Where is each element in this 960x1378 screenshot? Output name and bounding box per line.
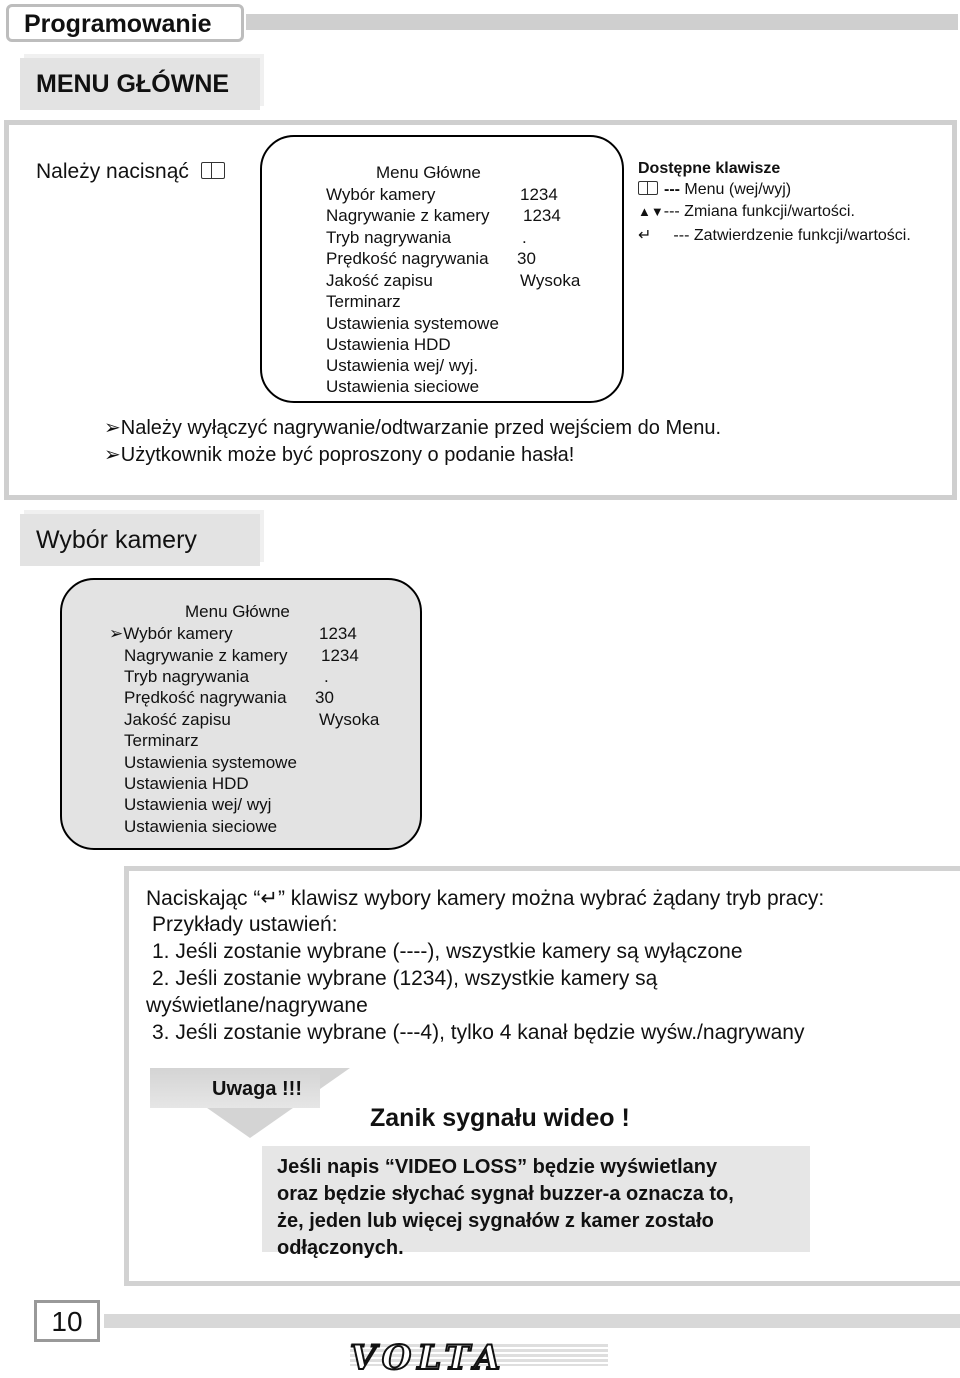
- enter-icon: ↵: [260, 887, 278, 910]
- intro-label: Należy nacisnąć: [36, 160, 189, 183]
- menu-item-value: 30: [315, 688, 334, 707]
- header-divider: [246, 14, 958, 30]
- key-dash: ---: [673, 227, 690, 244]
- book-icon: [638, 181, 658, 195]
- video-loss-text: [277, 1154, 734, 1262]
- menu-item-label[interactable]: Nagrywanie z kamery: [124, 646, 288, 665]
- menu-item-label[interactable]: Ustawienia systemowe: [326, 314, 499, 333]
- warning-title: Zanik sygnału wideo !: [370, 1104, 630, 1132]
- key-dash: ---: [663, 203, 680, 220]
- note-text: Użytkownik może być poproszony o podanie hasła!: [120, 444, 575, 466]
- explain-line-2: Przykłady ustawień:: [152, 913, 338, 936]
- explain-line-4: 2. Jeśli zostanie wybrane (1234), wszystkie kamery są: [152, 967, 658, 990]
- section-title-menu: MENU GŁÓWNE: [36, 70, 230, 98]
- menu-item-label[interactable]: Terminarz: [326, 292, 401, 311]
- menu-item-label[interactable]: Ustawienia sieciowe: [326, 377, 480, 396]
- key-desc: Menu (wej/wyj): [679, 181, 792, 198]
- key-row-menu: [638, 181, 791, 199]
- menu-item-label: Wybór kamery: [123, 624, 233, 643]
- menu-item-label[interactable]: Tryb nagrywania: [326, 228, 452, 247]
- menu-item-label[interactable]: Ustawienia wej/ wyj: [124, 795, 272, 814]
- menu-item-value: 1234: [523, 206, 561, 225]
- menu-item-label[interactable]: Ustawienia wej/ wyj.: [326, 356, 479, 375]
- menu-item-label[interactable]: Wybór kamery: [326, 185, 436, 204]
- menu-title: Menu Główne: [376, 163, 481, 182]
- menu-item-label[interactable]: Prędkość nagrywania: [124, 688, 287, 707]
- main-menu-box: [260, 135, 624, 403]
- menu-item-value: Wysoka: [319, 710, 380, 729]
- menu-item-value: 30: [517, 249, 536, 268]
- key-dash: ---: [664, 181, 680, 198]
- menu-item-value: .: [522, 228, 527, 247]
- menu-item-label[interactable]: Ustawienia systemowe: [124, 753, 297, 772]
- page-number: 10: [34, 1300, 100, 1342]
- key-desc: Zatwierdzenie funkcji/wartości.: [689, 227, 911, 244]
- explain-line-6: 3. Jeśli zostanie wybrane (---4), tylko 4 kanał będzie wyśw./nagrywany: [152, 1021, 805, 1044]
- enter-icon: ↵: [638, 227, 652, 244]
- menu-item-label[interactable]: Prędkość nagrywania: [326, 249, 489, 268]
- volta-logo: VOLTA: [350, 1338, 507, 1378]
- up-down-arrows-icon: ▲▼: [638, 204, 664, 219]
- menu-item-label[interactable]: Jakość zapisu: [124, 710, 231, 729]
- menu-item-label[interactable]: Ustawienia HDD: [326, 335, 451, 354]
- camera-menu-box: [60, 578, 422, 850]
- menu-item-value: 1234: [321, 646, 359, 665]
- key-row-enter: [638, 225, 911, 245]
- video-loss-line: odłączonych.: [277, 1237, 404, 1259]
- menu-item-label[interactable]: Ustawienia HDD: [124, 774, 249, 793]
- menu-item-label[interactable]: Ustawienia sieciowe: [124, 817, 278, 836]
- warning-label: Uwaga !!!: [212, 1078, 302, 1100]
- video-loss-line: że, jeden lub więcej sygnałów z kamer zostało: [277, 1210, 714, 1232]
- video-loss-line: oraz będzie słychać sygnał buzzer-a oznacza to,: [277, 1183, 734, 1205]
- note-1: [104, 415, 721, 440]
- key-desc: Zmiana funkcji/wartości.: [679, 203, 855, 220]
- arrow-bullet-icon: ➢: [104, 444, 121, 466]
- arrow-bullet-icon: ➢: [104, 417, 121, 439]
- book-icon: [201, 162, 225, 179]
- menu-item-label[interactable]: Tryb nagrywania: [124, 667, 250, 686]
- explain-line-5: wyświetlane/nagrywane: [146, 994, 368, 1017]
- explain-text: ” klawisz wybory kamery można wybrać żądany tryb pracy:: [277, 887, 825, 910]
- explain-line-1: [146, 886, 824, 911]
- key-row-arrows: [638, 203, 855, 221]
- footer-divider: [104, 1314, 960, 1328]
- video-loss-line: Jeśli napis “VIDEO LOSS” będzie wyświetlany: [277, 1156, 718, 1178]
- intro-text: [36, 160, 225, 184]
- explain-line-3: 1. Jeśli zostanie wybrane (----), wszystkie kamery są wyłączone: [152, 940, 743, 963]
- page-header-title: Programowanie: [24, 10, 212, 38]
- menu-item-value: Wysoka: [520, 271, 581, 290]
- note-text: Należy wyłączyć nagrywanie/odtwarzanie przed wejściem do Menu.: [120, 417, 722, 439]
- note-2: [104, 442, 574, 467]
- explain-text: Naciskając “: [146, 887, 261, 910]
- menu-item-value: 1234: [319, 624, 357, 643]
- menu-item-value: .: [324, 667, 329, 686]
- menu-item-label[interactable]: Jakość zapisu: [326, 271, 433, 290]
- menu-item-label[interactable]: Nagrywanie z kamery: [326, 206, 490, 225]
- menu-item-value: 1234: [520, 185, 558, 204]
- menu-title: Menu Główne: [185, 602, 290, 621]
- keys-title: Dostępne klawisze: [638, 160, 781, 177]
- menu-item-label[interactable]: Terminarz: [124, 731, 199, 750]
- menu-item-selected[interactable]: [109, 624, 233, 644]
- arrow-bullet-icon: ➢: [109, 624, 124, 643]
- section-title-camera: Wybór kamery: [36, 526, 197, 554]
